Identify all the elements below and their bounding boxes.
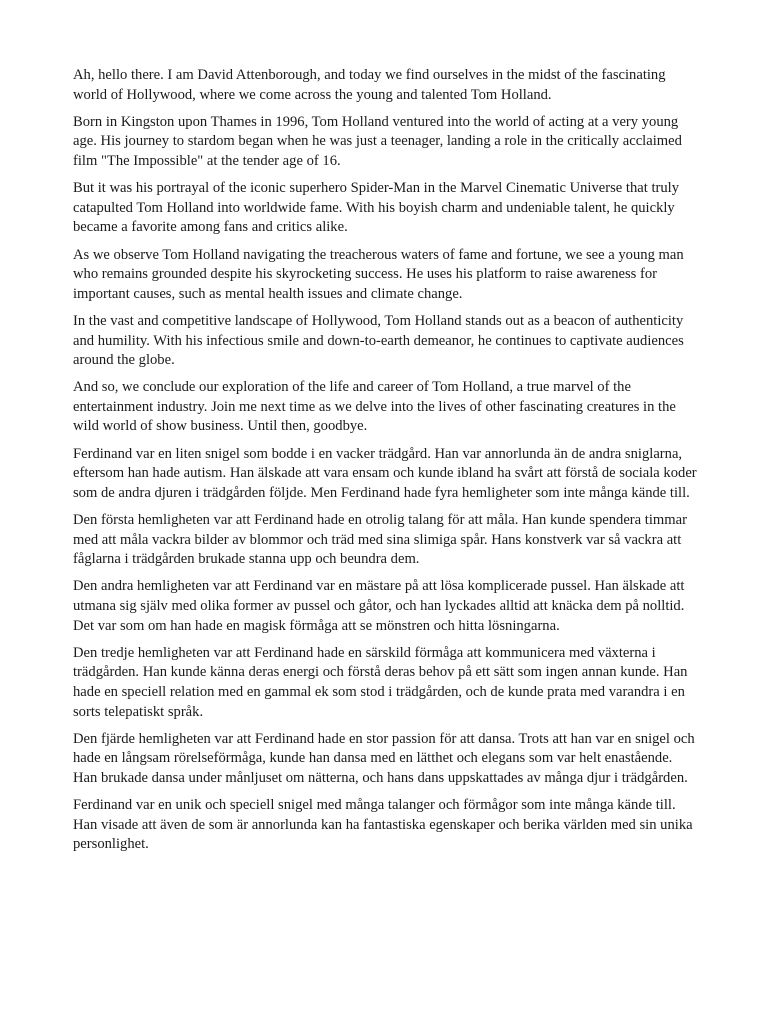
paragraph-10: Den tredje hemligheten var att Ferdinand hade en särskild förmåga att kommunicera med växterna i trädgården. Han kunde känna deras energi och förstå deras behov på ett sätt som ingen annan kunde. Han hade en speciell relation med en gammal ek som stod i trädgården, och de kunde prata med varandra i en sorts telepatiskt språk. — [73, 644, 688, 720]
paragraph-12: Ferdinand var en unik och speciell snigel med många talanger och förmågor som inte många kände till. Han visade att även de som är annorlunda kan ha fantastiska egenskaper och berika världen med sin unika personlighet. — [73, 797, 693, 853]
paragraph-11: Den fjärde hemligheten var att Ferdinand hade en stor passion för att dansa. Trots att han var en snigel och hade en långsam rörelseförmåga, kunde han dansa med en lätthet och elegans som var helt enastående. Han brukade dansa under månljuset om nätterna, och hans dans uppskattades av många djur i trädgården. — [73, 730, 695, 786]
paragraph-9: Den andra hemligheten var att Ferdinand var en mästare på att lösa komplicerade pussel. Han älskade att utmana sig själv med olika former av pussel och gåtor, och han lyckades alltid att knäcka dem på nolltid. Det var som om han hade en magisk förmåga att se mönstren och hitta lösningarna. — [73, 578, 685, 634]
paragraph-8: Den första hemligheten var att Ferdinand hade en otrolig talang för att måla. Han kunde spendera timmar med att måla vackra bilder av blommor och träd med sina slimiga spår. Hans konstverk var så vackra att fåglarna i trädgården brukade stanna upp och beundra dem. — [73, 512, 687, 568]
paragraph-2: Born in Kingston upon Thames in 1996, Tom Holland ventured into the world of acting at a very young age. His journey to stardom began when he was just a teenager, landing a role in the critically acclaimed film "The Impossible" at the tender age of 16. — [73, 113, 682, 169]
document-page — [73, 66, 699, 863]
paragraph-3: But it was his portrayal of the iconic superhero Spider-Man in the Marvel Cinematic Universe that truly catapulted Tom Holland into worldwide fame. With his boyish charm and undeniable talent, he quickly became a favorite among fans and critics alike. — [73, 180, 680, 236]
paragraph-4: As we observe Tom Holland navigating the treacherous waters of fame and fortune, we see a young man who remains grounded despite his skyrocketing success. He uses his platform to raise awareness for important causes, such as mental health issues and climate change. — [73, 246, 684, 302]
paragraph-6: And so, we conclude our exploration of the life and career of Tom Holland, a true marvel of the entertainment industry. Join me next time as we delve into the lives of other fascinating creatures in the wild world of show business. Until then, goodbye. — [73, 379, 676, 435]
paragraph-7: Ferdinand var en liten snigel som bodde i en vacker trädgård. Han var annorlunda än de andra sniglarna, eftersom han hade autism. Han älskade att vara ensam och kunde ibland ha svårt att förstå de sociala koder som de andra djuren i trädgården följde. Men Ferdinand hade fyra hemligheter som inte många kände till. — [73, 445, 697, 501]
paragraph-1: Ah, hello there. I am David Attenborough, and today we find ourselves in the midst of the fascinating world of Hollywood, where we come across the young and talented Tom Holland. — [73, 67, 666, 103]
paragraph-5: In the vast and competitive landscape of Hollywood, Tom Holland stands out as a beacon of authenticity and humility. With his infectious smile and down-to-earth demeanor, he continues to captivate audiences around the globe. — [73, 312, 684, 369]
